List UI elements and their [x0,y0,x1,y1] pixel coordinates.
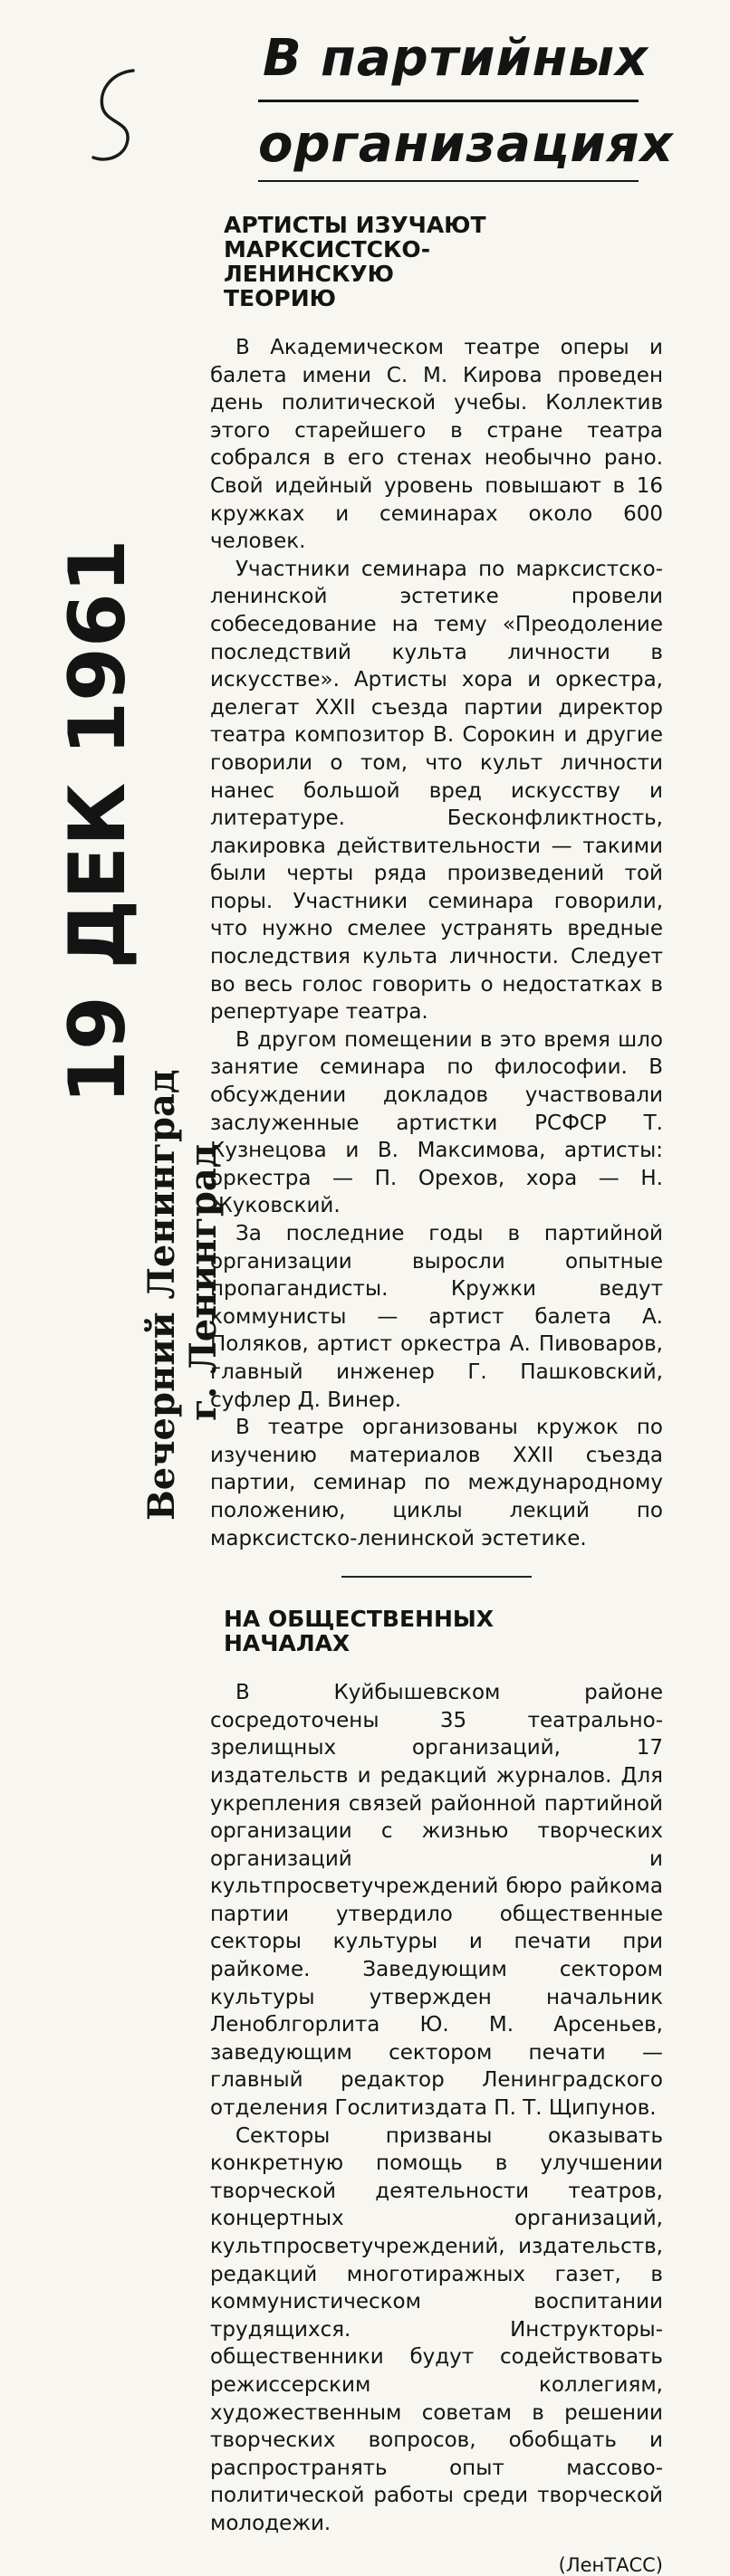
section-rubric [258,27,674,182]
rubric-divider [258,100,639,102]
paragraph: В Куйбышевском районе сосредоточены 35 театрально-зрелищных организаций, 17 издательств и редакций журналов. Для укрепления связей районной партийной организации с жизнью творческих организаций и культпросветучреждений бюро райкома партии утвердило общественные секторы культуры и печати при райкоме. Заведующим сектором культуры утвержден начальник Леноблгорлита Ю. М. Арсеньев, заведующим сектором печати — главный редактор Ленинградского отделения Гослитиздата П. Т. Щипунов. [210,1681,663,2121]
headline-line: НАЧАЛАХ [224,1630,351,1657]
paragraph: В другом помещении в это время шло занятие семинара по философии. В обсуждении докладов участвовали заслуженные артистки РСФСР Т. Кузнецова и В. Максимова, артисты: оркестра — П. Орехов, хора — Н. Жуковский. [210,1027,663,1218]
article-1-headline [224,213,532,310]
article-2-body [210,1679,663,2537]
paragraph: Участники семинара по марксистско-ленинской эстетике провели собеседование на тему «Преодоление последствий культа личности в искусстве». Артисты хора и оркестра, делегат XXII съезда партии директор театра композитор В. Сорокин и другие говорили о том, что культ личности нанес большой вред искусству и литературе. Бесконфликтность, лакировка действительности — такими были черты ряда произведений той поры. Участники семинара говорили, что нужно смелее устранять вредные последствия культа личности. Следует во весь голос говорить о недостатках в репертуаре театра. [210,557,663,1025]
headline-line: ЛЕНИНСКУЮ [224,261,395,287]
date-stamp [53,539,226,1521]
paragraph: За последние годы в партийной организации выросли опытные пропагандисты. Кружки ведут коммунисты — артист балета А. Поляков, артист оркестра А. Пивоваров, главный инженер Г. Пашковский, суфлер Д. Винер. [210,1222,663,1412]
news-agency-credit: (ЛенТАСС) [558,2553,663,2576]
paragraph: В Академическом театре оперы и балета имени С. М. Кирова проведен день политической учебы. Коллектив этого старейшего в стране театра собрался в его стенах необычно рано. Свой идейный уровень повышают в 16 кружках и семинарах около 600 человек. [210,336,663,554]
rubric-underline [258,180,639,182]
article-2-headline [224,1607,532,1655]
paragraph: В театре организованы кружок по изучению материалов XXII съезда партии, семинар по международному положению, циклы лекций по марксистско-ленинской эстетике. [210,1416,663,1550]
article-column [210,213,663,2576]
stamp-city: г. Ленинград [182,1143,225,1421]
rubric-line-1: В партийных [263,29,649,88]
headline-line: ТЕОРИЮ [224,285,336,311]
handwritten-mark [86,63,149,172]
headline-line: АРТИСТЫ ИЗУЧАЮТ [224,212,486,238]
stamp-newspaper: Вечерний Ленинград [140,1069,183,1521]
paragraph: Секторы призваны оказывать конкретную помощь в улучшении творческой деятельности театров, концертных организаций, культпросветучреждений, издательств, редакций многотиражных газет, в коммунистическом воспитании трудящихся. Инструкторы-общественники будут содействовать режиссерским коллегиям, художественным советам в решении творческих вопросов, обобщать и распространять опыт массово-политической работы среди творческой молодежи. [210,2123,663,2535]
article-separator [341,1576,532,1578]
rubric-line-2: организациях [258,115,674,174]
headline-line: НА ОБЩЕСТВЕННЫХ [224,1606,495,1633]
article-1-body [210,334,663,1552]
headline-line: МАРКСИСТСКО- [224,236,431,262]
stamp-date: 19 ДЕК 1961 [53,539,143,1104]
